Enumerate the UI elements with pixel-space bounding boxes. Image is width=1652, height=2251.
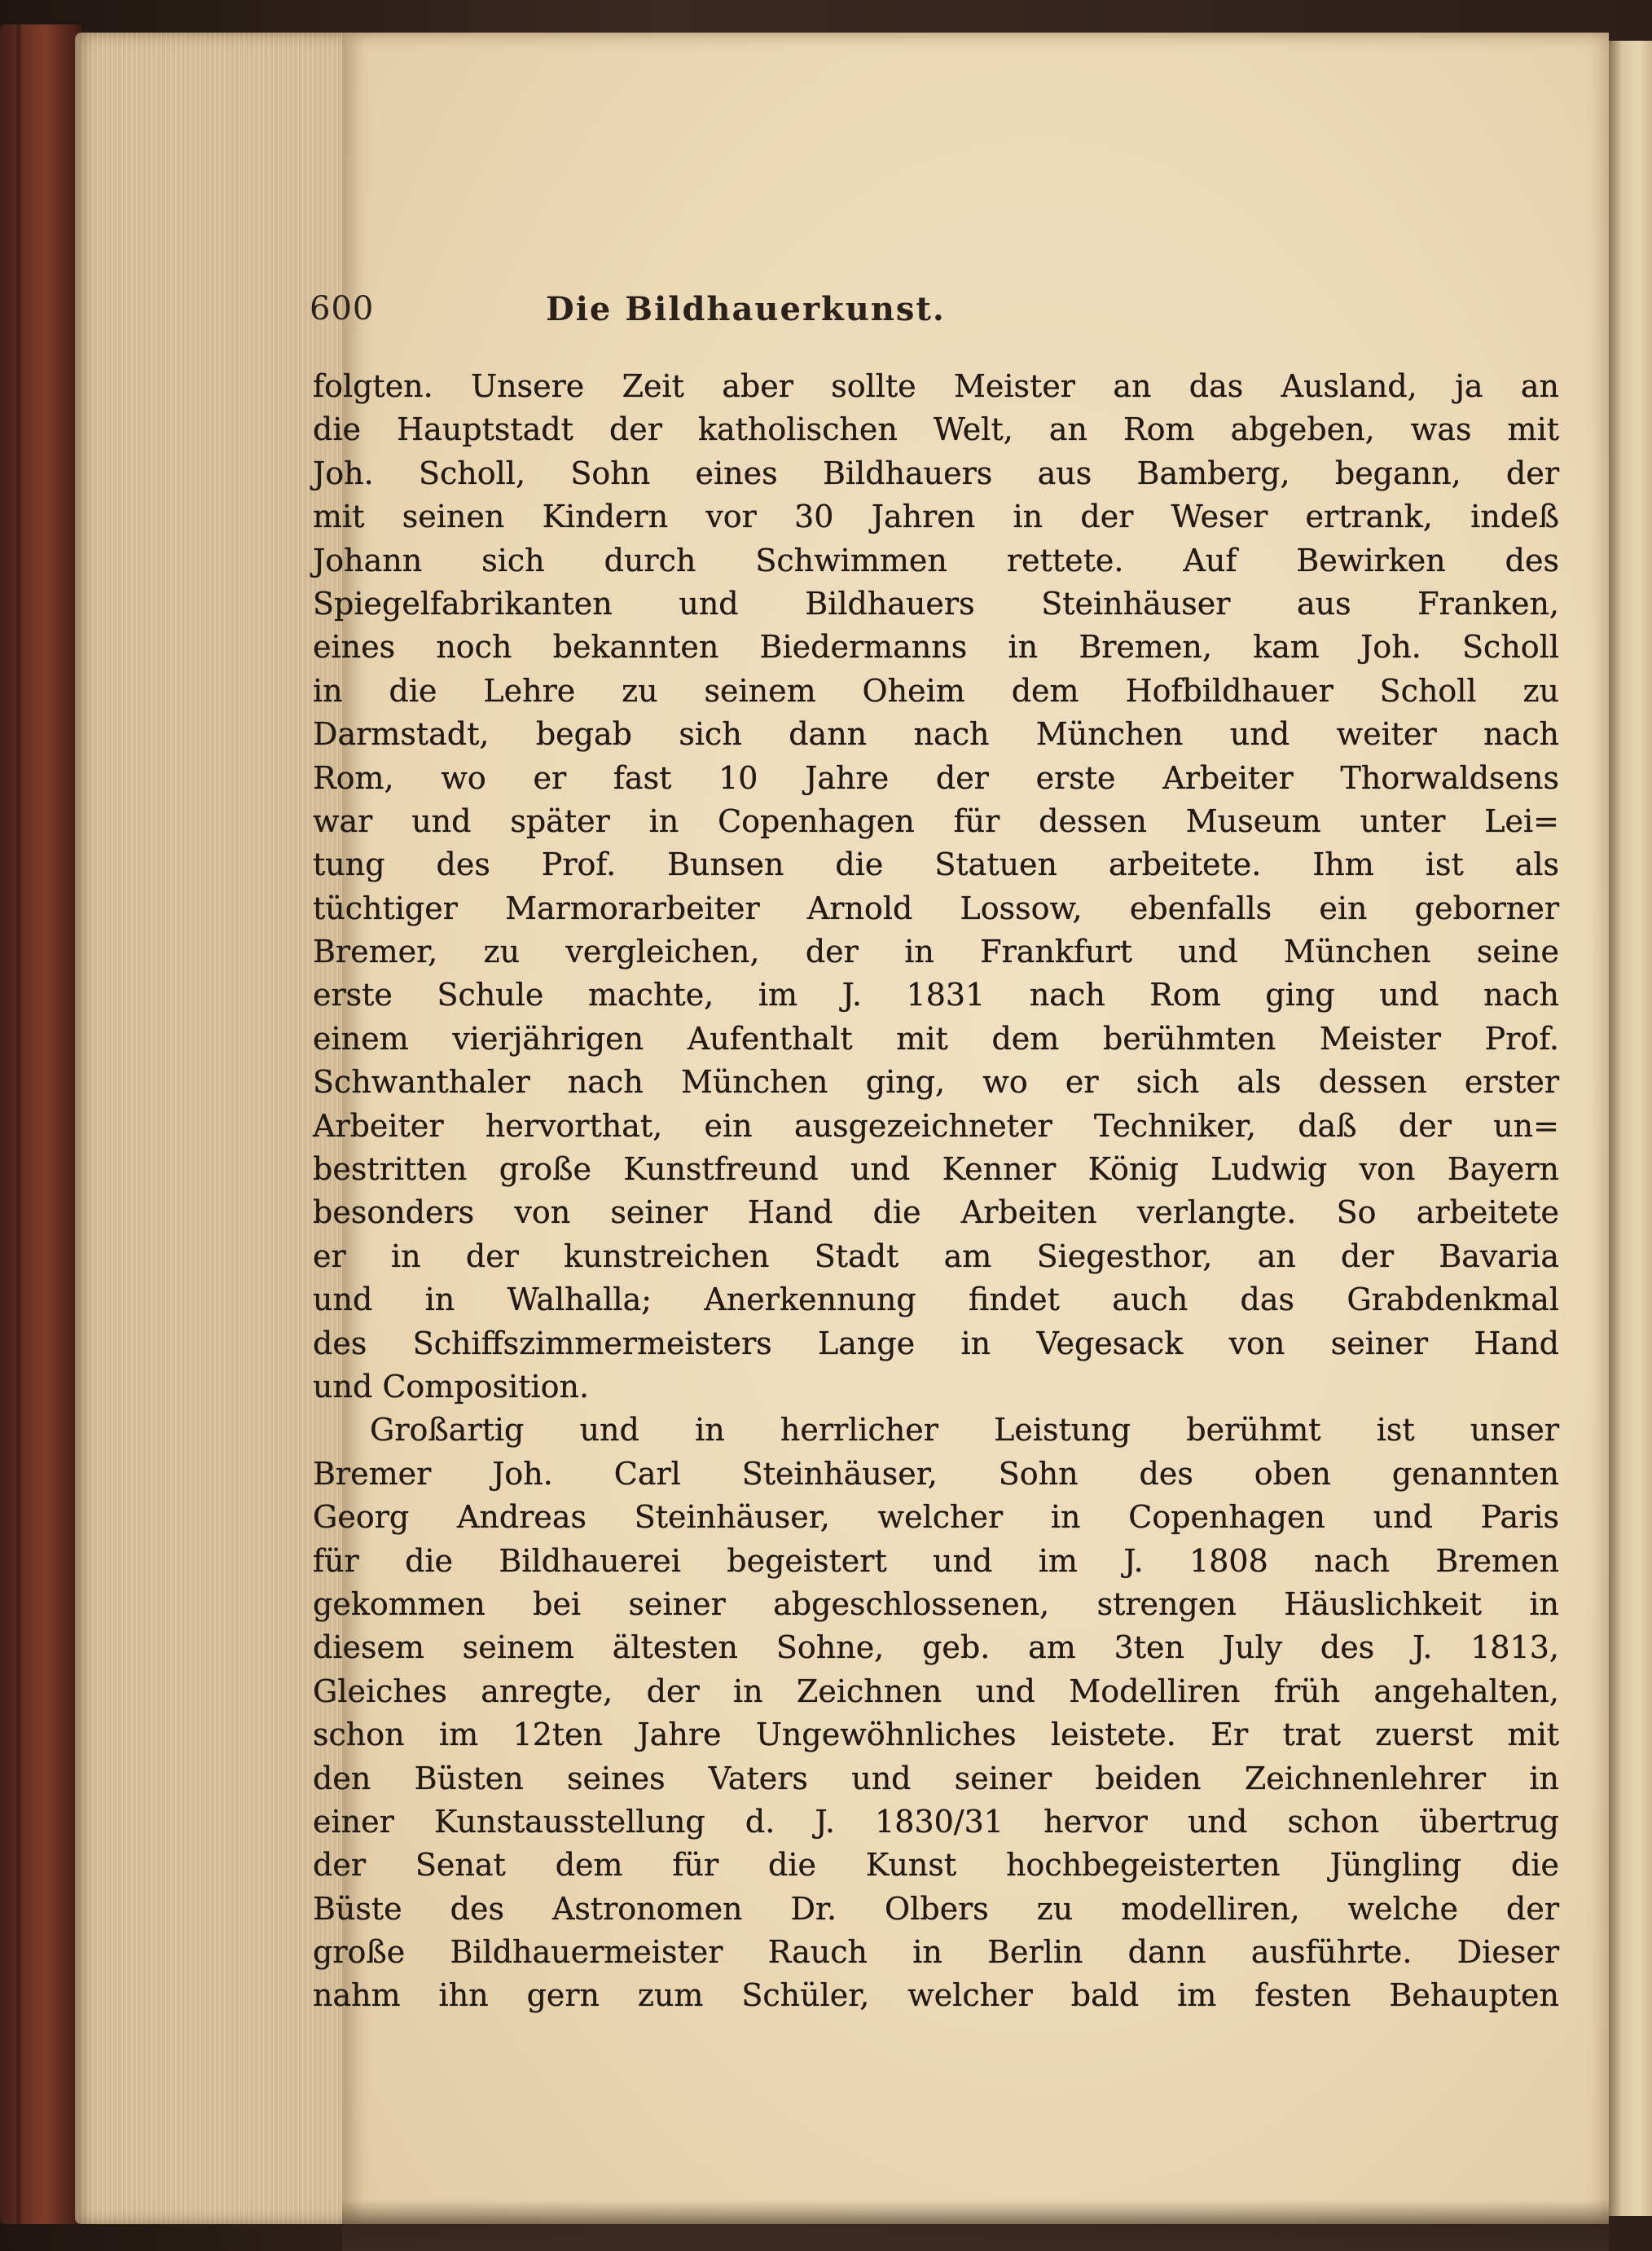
- page-number: 600: [310, 290, 375, 328]
- text-line: schon im 12ten Jahre Ungewöhnliches leistete. Er trat zuerst mit: [313, 1717, 1559, 1753]
- body-text: [313, 365, 1559, 2018]
- text-line: Rom, wo er fast 10 Jahre der erste Arbeiter Thorwaldsens: [313, 759, 1559, 796]
- text-line: der Senat dem für die Kunst hochbegeisterten Jüngling die: [313, 1847, 1559, 1884]
- text-line: in die Lehre zu seinem Oheim dem Hofbildhauer Scholl zu: [313, 672, 1559, 709]
- text-line: große Bildhauermeister Rauch in Berlin dann ausführte. Dieser: [313, 1934, 1559, 1971]
- page-header: [310, 284, 1271, 341]
- text-line: Schwanthaler nach München ging, wo er sich als dessen erster: [313, 1064, 1559, 1101]
- text-line: erste Schule machte, im J. 1831 nach Rom ging und nach: [313, 977, 1559, 1013]
- text-line: er in der kunstreichen Stadt am Siegesthor, an der Bavaria: [313, 1238, 1559, 1274]
- text-line: besonders von seiner Hand die Arbeiten verlangte. So arbeitete: [313, 1194, 1559, 1231]
- text-line: Büste des Astronomen Dr. Olbers zu modelliren, welche der: [313, 1890, 1559, 1927]
- text-line: Joh. Scholl, Sohn eines Bildhauers aus Bamberg, begann, der: [313, 455, 1559, 491]
- paragraph-start-line: Großartig und in herrlicher Leistung berühmt ist unser: [370, 1412, 1559, 1449]
- running-head: Die Bildhauerkunst.: [546, 290, 946, 328]
- text-line: für die Bildhauerei begeistert und im J. 1808 nach Bremen: [313, 1542, 1559, 1579]
- text-line: diesem seinem ältesten Sohne, geb. am 3ten July des J. 1813,: [313, 1629, 1559, 1666]
- text-line: eines noch bekannten Biedermanns in Bremen, kam Joh. Scholl: [313, 629, 1559, 666]
- text-line: tüchtiger Marmorarbeiter Arnold Lossow, ebenfalls ein geborner: [313, 890, 1559, 926]
- text-line: mit seinen Kindern vor 30 Jahren in der Weser ertrank, indeß: [313, 499, 1559, 535]
- book-spine: [0, 24, 81, 2224]
- text-line: Spiegelfabrikanten und Bildhauers Steinhäuser aus Franken,: [313, 585, 1559, 622]
- text-line: bestritten große Kunstfreund und Kenner König Ludwig von Bayern: [313, 1151, 1559, 1188]
- text-line: folgten. Unsere Zeit aber sollte Meister an das Ausland, ja an: [313, 368, 1559, 404]
- text-line: den Büsten seines Vaters und seiner beiden Zeichnenlehrer in: [313, 1760, 1559, 1796]
- paragraph-end-line: und Composition.: [313, 1368, 590, 1405]
- text-line: Georg Andreas Steinhäuser, welcher in Copenhagen und Paris: [313, 1499, 1559, 1536]
- text-line: des Schiffszimmermeisters Lange in Vegesack von seiner Hand: [313, 1325, 1559, 1361]
- text-line: tung des Prof. Bunsen die Statuen arbeitete. Ihm ist als: [313, 846, 1559, 883]
- text-line: gekommen bei seiner abgeschlossenen, strengen Häuslichkeit in: [313, 1585, 1559, 1622]
- text-line: nahm ihn gern zum Schüler, welcher bald im festen Behaupten: [313, 1977, 1559, 2014]
- text-line: war und später in Copenhagen für dessen Museum unter Lei=: [313, 802, 1559, 839]
- page-bottom-shadow: [342, 2200, 1609, 2251]
- text-line: Bremer, zu vergleichen, der in Frankfurt und München seine: [313, 934, 1559, 970]
- text-line: einem vierjährigen Aufenthalt mit dem berühmten Meister Prof.: [313, 1020, 1559, 1057]
- facing-page-edge: [1609, 41, 1652, 2216]
- text-line: die Hauptstadt der katholischen Welt, an Rom abgeben, was mit: [313, 411, 1559, 448]
- text-line: Darmstadt, begab sich dann nach München und weiter nach: [313, 716, 1559, 753]
- page-edges: [75, 33, 352, 2224]
- text-line: Arbeiter hervorthat, ein ausgezeichneter Techniker, daß der un=: [313, 1107, 1559, 1144]
- text-line: Johann sich durch Schwimmen rettete. Auf Bewirken des: [313, 542, 1559, 578]
- text-line: Bremer Joh. Carl Steinhäuser, Sohn des oben genannten: [313, 1455, 1559, 1492]
- text-line: Gleiches anregte, der in Zeichnen und Modelliren früh angehalten,: [313, 1673, 1559, 1709]
- text-line: und in Walhalla; Anerkennung findet auch das Grabdenkmal: [313, 1282, 1559, 1318]
- text-line: einer Kunstausstellung d. J. 1830/31 hervor und schon übertrug: [313, 1803, 1559, 1840]
